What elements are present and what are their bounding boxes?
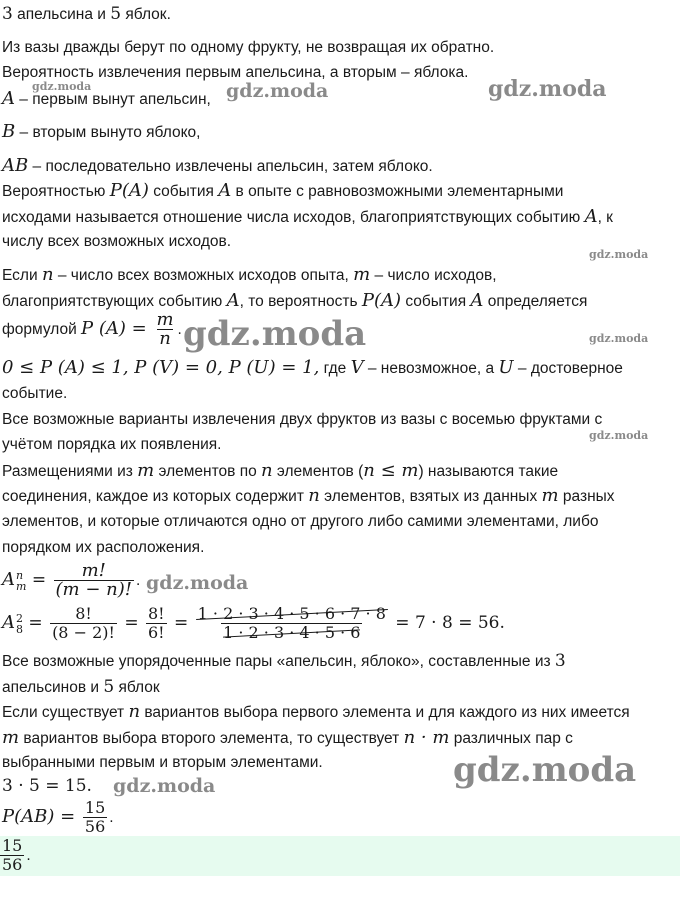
arrangement-definition: соединения, каждое из которых содержит n элементов, взятых из данных m разных: [2, 485, 615, 506]
watermark: gdz.moda: [113, 775, 216, 797]
watermark: gdz.moda: [488, 76, 607, 102]
fraction-cancelled: $\frac{1 \cdot 2 \cdot 3 \cdot 4 \cdot 5 \cdot 6 \cdot 7 \cdot 8}{1 \cdot 2 \cdot 3 \cdot 4 \cdot 5 \cdot 6}$: [197, 604, 386, 643]
answer-highlight: [0, 836, 680, 876]
rule-line: выбранными первым и вторым элементами.: [2, 754, 323, 771]
event-ab: AB – последовательно извлечены апельсин, затем яблоко.: [2, 155, 433, 176]
arrangement-definition: Размещениями из m элементов по n элементов (n ≤ m) называются такие: [2, 460, 559, 481]
fraction: $\frac{m}{n}$: [156, 309, 174, 350]
arrangement-formula: A n m = $\frac{m!}{(m - n)!}$ .: [2, 560, 141, 601]
arrangement-definition: элементов, и которые отличаются одно от другого либо самими элементами, либо: [2, 513, 599, 530]
text-line: Все возможные упорядоченные пары «апельсин, яблоко», составленные из 3: [2, 651, 566, 671]
fraction: $\frac{m!}{(m - n)!}$: [55, 560, 132, 601]
rule-line: m вариантов выбора второго элемента, то существует n · m различных пар с: [2, 727, 573, 748]
product-line: 3 · 5 = 15.: [2, 776, 92, 796]
probability-formula: формулой P (A) = $\frac{m}{n}$ .: [2, 309, 182, 350]
result-formula: P(AB) = $\frac{15}{56}$ .: [2, 798, 114, 837]
watermark: gdz.moda: [32, 80, 92, 93]
text-line: событие.: [2, 385, 68, 402]
watermark: gdz.moda: [183, 314, 367, 354]
definition-line: исходами называется отношение числа исходов, благоприятствующих событию A, к: [2, 206, 613, 227]
text-line: Вероятность извлечения первым апельсина, а вторым – яблока.: [2, 64, 469, 81]
inequality-line: 0 ≤ P (A) ≤ 1, P (V) = 0, P (U) = 1, где V – невозможное, а U – достоверное: [2, 357, 623, 378]
text-line: Из вазы дважды берут по одному фрукту, не возвращая их обратно.: [2, 39, 495, 56]
watermark: gdz.moda: [453, 750, 637, 790]
watermark: gdz.moda: [589, 248, 649, 261]
definition-line: числу всех возможных исходов.: [2, 233, 232, 250]
fraction: $\frac{15}{56}$: [84, 798, 106, 837]
watermark: gdz.moda: [146, 572, 249, 594]
event-a: A – первым вынут апельсин,: [2, 88, 211, 109]
definition-line: Вероятностью P(A) события A в опыте с равновозможными элементарными: [2, 180, 564, 201]
fraction: $\frac{8!}{6!}$: [147, 604, 165, 643]
text-line: апельсинов и 5 яблок: [2, 677, 160, 697]
watermark: gdz.moda: [589, 332, 649, 345]
fraction: $\frac{15}{56}$: [2, 836, 23, 875]
arrangement-definition: порядком их расположения.: [2, 539, 205, 556]
watermark: gdz.moda: [589, 429, 649, 442]
formula-text: благоприятствующих событию A, то вероятность P(A) события A определяется: [2, 290, 588, 311]
rule-line: Если существует n вариантов выбора первого элемента и для каждого из них имеется: [2, 701, 630, 722]
arrangement-calc: A 2 8 = $\frac{8!}{(8 - 2)!}$ = $\frac{8!}{6!}$ = $\frac{1 \cdot 2 \cdot 3 \cdot 4 \cdot 5 \cdot 6 \cdot 7 \cdot 8}{1 \cdot 2 \cdot 3 \cdot 4 \cdot 5 \cdot 6}$ = 7 · 8 = 56.: [2, 604, 505, 643]
event-b: B – вторым вынуто яблоко,: [2, 121, 201, 142]
text-line: учётом порядка их появления.: [2, 436, 222, 453]
answer-line: $\frac{15}{56}$ .: [2, 836, 31, 875]
formula-text: Если n – число всех возможных исходов опыта, m – число исходов,: [2, 264, 497, 285]
problem-line: 3 апельсина и 5 яблок.: [2, 4, 171, 24]
watermark: gdz.moda: [226, 80, 329, 102]
fraction: $\frac{8!}{(8 - 2)!}$: [52, 604, 115, 643]
text-line: Все возможные варианты извлечения двух фруктов из вазы с восемью фруктами с: [2, 411, 603, 428]
